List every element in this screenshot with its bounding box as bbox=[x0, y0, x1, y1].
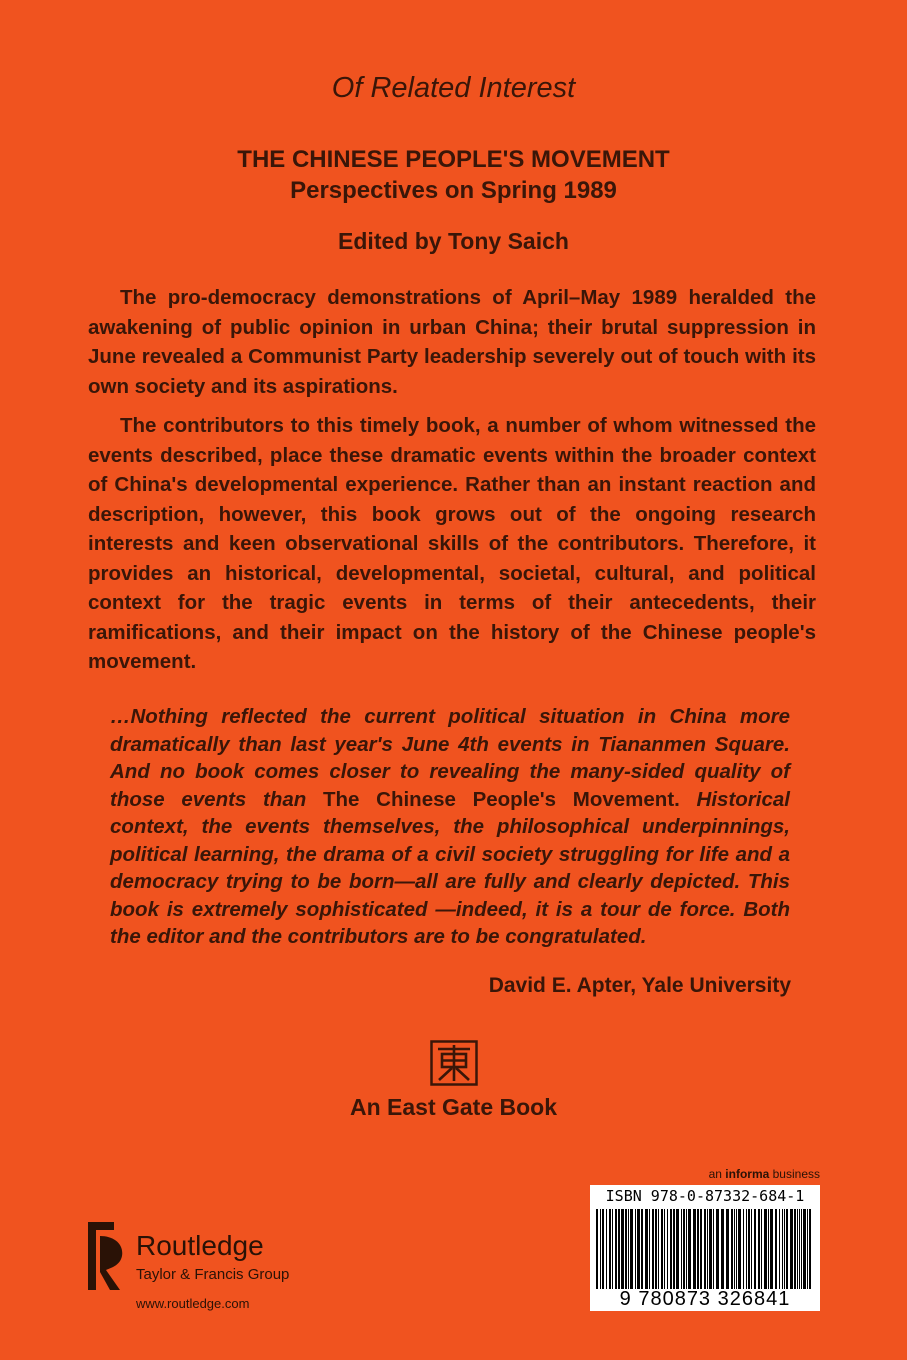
barcode-bar bbox=[790, 1209, 793, 1289]
barcode-bar bbox=[655, 1209, 657, 1289]
barcode-bar bbox=[704, 1209, 706, 1289]
barcode-bar bbox=[618, 1209, 620, 1289]
book-title-line1: THE CHINESE PEOPLE'S MOVEMENT bbox=[237, 146, 670, 173]
barcode-bar bbox=[754, 1209, 756, 1289]
barcode-bar bbox=[688, 1209, 691, 1289]
barcode-bar bbox=[782, 1209, 783, 1289]
barcode-bar bbox=[600, 1209, 601, 1289]
barcode-bar bbox=[686, 1209, 687, 1289]
barcode-bar bbox=[797, 1209, 798, 1289]
barcode-bar bbox=[803, 1209, 806, 1289]
barcode-bar bbox=[673, 1209, 675, 1289]
review-quote-part2: Historical context, the events themselves, the philosophical underpinnings, political learning, the drama of a civil society struggling for life and a democracy trying to be born—all are fully and clearly depicted. This book is extremely sophisticated —indeed, it is a tour de force. Both the editor and the contributors are to be congratulated. bbox=[110, 787, 790, 948]
barcode-bar bbox=[751, 1209, 752, 1289]
barcode-bar bbox=[645, 1209, 648, 1289]
barcode-bar bbox=[664, 1209, 665, 1289]
barcode-bar bbox=[746, 1209, 747, 1289]
barcode-bars bbox=[596, 1209, 814, 1289]
barcode-bar bbox=[743, 1209, 744, 1289]
book-subtitle: Perspectives on Spring 1989 bbox=[290, 177, 617, 204]
barcode-bar bbox=[761, 1209, 762, 1289]
barcode-bar bbox=[683, 1209, 685, 1289]
barcode-bar bbox=[786, 1209, 788, 1289]
barcode-bar bbox=[709, 1209, 712, 1289]
barcode-bar bbox=[661, 1209, 663, 1289]
barcode-bar bbox=[700, 1209, 702, 1289]
barcode-bar bbox=[641, 1209, 643, 1289]
barcode-bar bbox=[670, 1209, 672, 1289]
barcode-bar bbox=[770, 1209, 773, 1289]
imprint-name: An East Gate Book bbox=[349, 1094, 558, 1120]
barcode-bar bbox=[621, 1209, 624, 1289]
review-attribution: David E. Apter, Yale University bbox=[488, 974, 791, 997]
description-paragraph-1: The pro-democracy demonstrations of April–May 1989 heralded the awakening of public opinion in urban China; their brutal suppression in June revealed a Communist Party leadership severely out of touch with its own society and its aspirations. bbox=[88, 286, 816, 398]
informa-brand: informa bbox=[725, 1167, 770, 1181]
isbn-barcode bbox=[590, 1185, 820, 1311]
informa-business-tagline bbox=[700, 1167, 820, 1181]
barcode-bar bbox=[637, 1209, 640, 1289]
barcode-bar bbox=[736, 1209, 737, 1289]
barcode-bar bbox=[625, 1209, 627, 1289]
barcode-bar bbox=[658, 1209, 659, 1289]
informa-suffix: business bbox=[769, 1167, 820, 1181]
publisher-name: Routledge bbox=[136, 1230, 264, 1261]
barcode-bar bbox=[602, 1209, 604, 1289]
barcode-bar bbox=[649, 1209, 650, 1289]
barcode-bar bbox=[676, 1209, 679, 1289]
review-quote-part1: …Nothing reflected the current political situation in China more dramatically than last year's June 4th events in Tiananmen Square. And no book comes closer to revealing the many-sided quality of those events than bbox=[110, 705, 790, 811]
barcode-bar bbox=[779, 1209, 780, 1289]
barcode-bar bbox=[615, 1209, 617, 1289]
isbn-label: ISBN 978-0-87332-684-1 bbox=[605, 1187, 805, 1205]
barcode-bar bbox=[758, 1209, 760, 1289]
barcode-bar bbox=[667, 1209, 668, 1289]
barcode-bar bbox=[801, 1209, 802, 1289]
barcode-bar bbox=[612, 1209, 613, 1289]
barcode-bar bbox=[713, 1209, 714, 1289]
barcode-bar bbox=[630, 1209, 633, 1289]
barcode-bar bbox=[716, 1209, 719, 1289]
barcode-bar bbox=[635, 1209, 636, 1289]
barcode-bar bbox=[775, 1209, 777, 1289]
barcode-bar bbox=[721, 1209, 724, 1289]
routledge-logo-icon bbox=[84, 1218, 128, 1294]
barcode-bar bbox=[726, 1209, 729, 1289]
barcode-bar bbox=[764, 1209, 767, 1289]
barcode-bar bbox=[734, 1209, 735, 1289]
barcode-bar bbox=[606, 1209, 607, 1289]
book-title bbox=[0, 144, 907, 206]
related-interest-heading: Of Related Interest bbox=[331, 72, 576, 104]
barcode-bar bbox=[707, 1209, 708, 1289]
barcode-bar bbox=[693, 1209, 696, 1289]
barcode-bar bbox=[748, 1209, 750, 1289]
barcode-bar bbox=[738, 1209, 741, 1289]
editor-credit: Edited by Tony Saich bbox=[338, 228, 569, 254]
barcode-bar bbox=[799, 1209, 800, 1289]
east-gate-seal-icon bbox=[430, 1040, 478, 1086]
barcode-bar bbox=[652, 1209, 654, 1289]
review-quote bbox=[110, 703, 790, 951]
barcode-bar bbox=[628, 1209, 629, 1289]
review-quote-book-title: The Chinese People's Movement. bbox=[323, 787, 680, 811]
description-paragraph-2: The contributors to this timely book, a number of whom witnessed the events described, place these dramatic events within the broader context of China's developmental experience. Rather than an instant reaction and description, however, this book grows out of the ongoing research interests and keen observational skills of the contributors. Therefore, it provides an historical, developmental, societal, cultural, and political context for the tragic events in terms of their antecedents, their ramifications, and their impact on the history of the Chinese people's movement. bbox=[88, 414, 816, 673]
barcode-bar bbox=[731, 1209, 733, 1289]
barcode-bar bbox=[807, 1209, 808, 1289]
barcode-bar bbox=[697, 1209, 699, 1289]
barcode-bar bbox=[809, 1209, 811, 1289]
publisher-url: www.routledge.com bbox=[136, 1296, 250, 1311]
barcode-bar bbox=[768, 1209, 769, 1289]
barcode-bar bbox=[681, 1209, 682, 1289]
barcode-bar bbox=[609, 1209, 611, 1289]
barcode-bar bbox=[596, 1209, 598, 1289]
barcode-digits: 9 780873 326841 bbox=[619, 1288, 791, 1310]
informa-prefix: an bbox=[708, 1167, 726, 1181]
barcode-bar bbox=[784, 1209, 785, 1289]
barcode-bar bbox=[794, 1209, 796, 1289]
publisher-group: Taylor & Francis Group bbox=[136, 1266, 290, 1283]
